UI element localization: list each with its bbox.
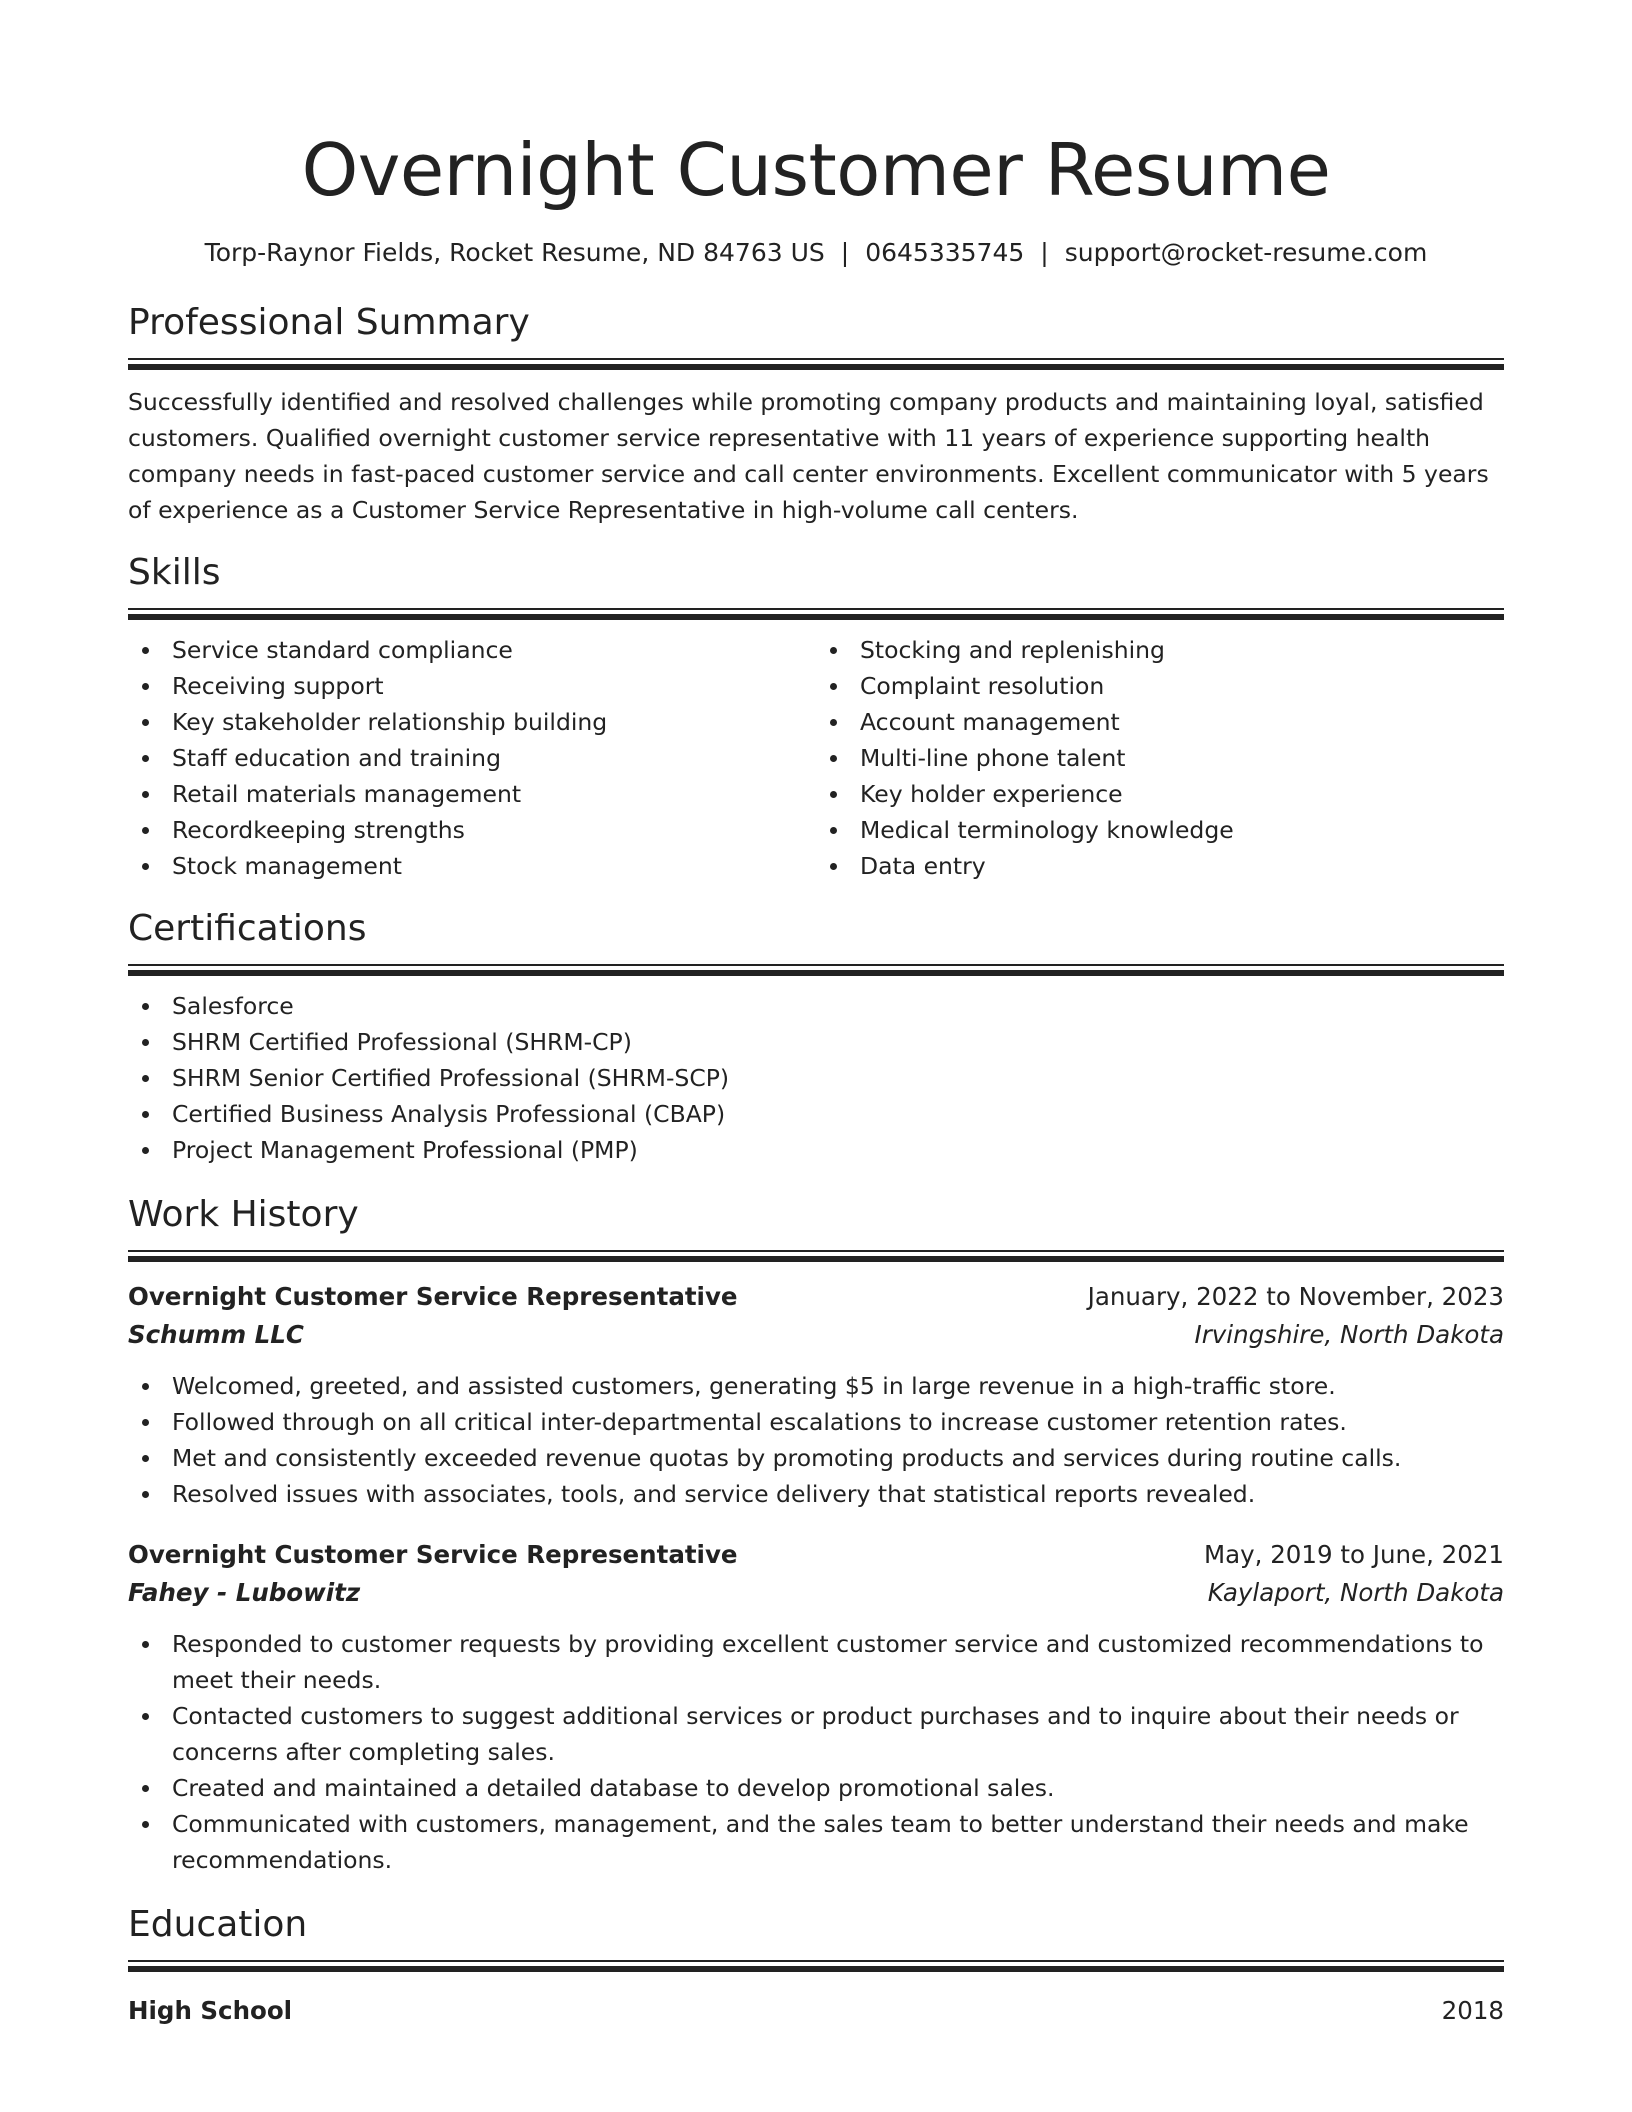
certification-item: SHRM Certified Professional (SHRM-CP) bbox=[128, 1024, 1504, 1060]
work-history-section bbox=[128, 1192, 1504, 1878]
job-header bbox=[128, 1536, 1504, 1574]
skill-item: Staff education and training bbox=[128, 740, 816, 776]
section-divider bbox=[128, 1960, 1504, 1974]
skill-item: Service standard compliance bbox=[128, 632, 816, 668]
contact-separator: | bbox=[840, 238, 850, 267]
skill-item: Retail materials management bbox=[128, 776, 816, 812]
job-bullet: Followed through on all critical inter-departmental escalations to increase customer retention rates. bbox=[128, 1404, 1504, 1440]
job-bullet: Created and maintained a detailed database to develop promotional sales. bbox=[128, 1770, 1504, 1806]
section-divider bbox=[128, 1250, 1504, 1264]
job-dates: January, 2022 to November, 2023 bbox=[1087, 1282, 1504, 1311]
education-year: 2018 bbox=[1441, 1996, 1504, 2025]
section-heading-education: Education bbox=[128, 1904, 308, 1945]
job-company: Schumm LLC bbox=[128, 1320, 304, 1349]
skill-item: Multi-line phone talent bbox=[816, 740, 1504, 776]
skills-grid bbox=[128, 632, 1504, 884]
certification-item: Salesforce bbox=[128, 988, 1504, 1024]
skills-section bbox=[128, 550, 1504, 884]
job-title: Overnight Customer Service Representative bbox=[128, 1282, 738, 1311]
job-location: Kaylaport, North Dakota bbox=[1207, 1578, 1504, 1607]
skill-item: Data entry bbox=[816, 848, 1504, 884]
certification-item: Certified Business Analysis Professional (CBAP) bbox=[128, 1096, 1504, 1132]
section-divider bbox=[128, 964, 1504, 978]
resume-title: Overnight Customer Resume bbox=[301, 128, 1331, 212]
skill-item: Recordkeeping strengths bbox=[128, 812, 816, 848]
section-divider bbox=[128, 608, 1504, 622]
job-company: Fahey - Lubowitz bbox=[128, 1578, 361, 1607]
contact-phone: 0645335745 bbox=[865, 238, 1025, 267]
job-bullets bbox=[128, 1626, 1504, 1878]
certification-item: SHRM Senior Certified Professional (SHRM-SCP) bbox=[128, 1060, 1504, 1096]
section-heading-skills: Skills bbox=[128, 552, 221, 593]
job-bullet: Contacted customers to suggest additional services or product purchases and to inquire about their needs or concerns after completing sales. bbox=[128, 1698, 1504, 1770]
skill-item: Stocking and replenishing bbox=[816, 632, 1504, 668]
summary-section bbox=[128, 300, 1504, 528]
job-subheader bbox=[128, 1574, 1504, 1612]
contact-separator: | bbox=[1040, 238, 1049, 267]
certification-item: Project Management Professional (PMP) bbox=[128, 1132, 1504, 1168]
section-heading-work: Work History bbox=[128, 1194, 359, 1235]
skill-item: Receiving support bbox=[128, 668, 816, 704]
skill-item: Account management bbox=[816, 704, 1504, 740]
job-title: Overnight Customer Service Representative bbox=[128, 1540, 738, 1569]
job-bullet: Resolved issues with associates, tools, and service delivery that statistical reports revealed. bbox=[128, 1476, 1504, 1512]
education-entry bbox=[128, 1992, 1504, 2030]
skills-list-left bbox=[128, 632, 816, 884]
job-location: Irvingshire, North Dakota bbox=[1194, 1320, 1504, 1349]
job-subheader bbox=[128, 1316, 1504, 1354]
section-heading-certifications: Certifications bbox=[128, 908, 367, 949]
skill-item: Medical terminology knowledge bbox=[816, 812, 1504, 848]
education-section bbox=[128, 1902, 1504, 2030]
skill-item: Key holder experience bbox=[816, 776, 1504, 812]
contact-email: support@rocket-resume.com bbox=[1064, 238, 1428, 267]
job-dates: May, 2019 to June, 2021 bbox=[1203, 1540, 1504, 1569]
contact-address: Torp-Raynor Fields, Rocket Resume, ND 84763 US bbox=[204, 238, 825, 267]
job-bullet: Welcomed, greeted, and assisted customers, generating $5 in large revenue in a high-traffic store. bbox=[128, 1368, 1504, 1404]
education-degree: High School bbox=[128, 1996, 293, 2025]
skill-item: Key stakeholder relationship building bbox=[128, 704, 816, 740]
summary-text: Successfully identified and resolved challenges while promoting company products and maintaining loyal, satisfied customers. Qualified overnight customer service representative with 11 years of experience supporting health company needs in fast-paced customer service and call center environments. Excellent communicator with 5 years of experience as a Customer Service Representative in high-volume call centers. bbox=[128, 388, 1489, 524]
contact-info bbox=[128, 236, 1504, 270]
job-header bbox=[128, 1278, 1504, 1316]
job-bullet: Responded to customer requests by providing excellent customer service and customized recommendations to meet their needs. bbox=[128, 1626, 1504, 1698]
skill-item: Complaint resolution bbox=[816, 668, 1504, 704]
skills-list-right bbox=[816, 632, 1504, 884]
certifications-section bbox=[128, 906, 1504, 1168]
job-bullet: Communicated with customers, management, and the sales team to better understand their needs and make recommendations. bbox=[128, 1806, 1504, 1878]
section-heading-summary: Professional Summary bbox=[128, 302, 530, 343]
skill-item: Stock management bbox=[128, 848, 816, 884]
job-bullet: Met and consistently exceeded revenue quotas by promoting products and services during routine calls. bbox=[128, 1440, 1504, 1476]
job-bullets bbox=[128, 1368, 1504, 1512]
job-entry bbox=[128, 1278, 1504, 1512]
section-divider bbox=[128, 358, 1504, 372]
certifications-list bbox=[128, 988, 1504, 1168]
job-entry bbox=[128, 1536, 1504, 1878]
